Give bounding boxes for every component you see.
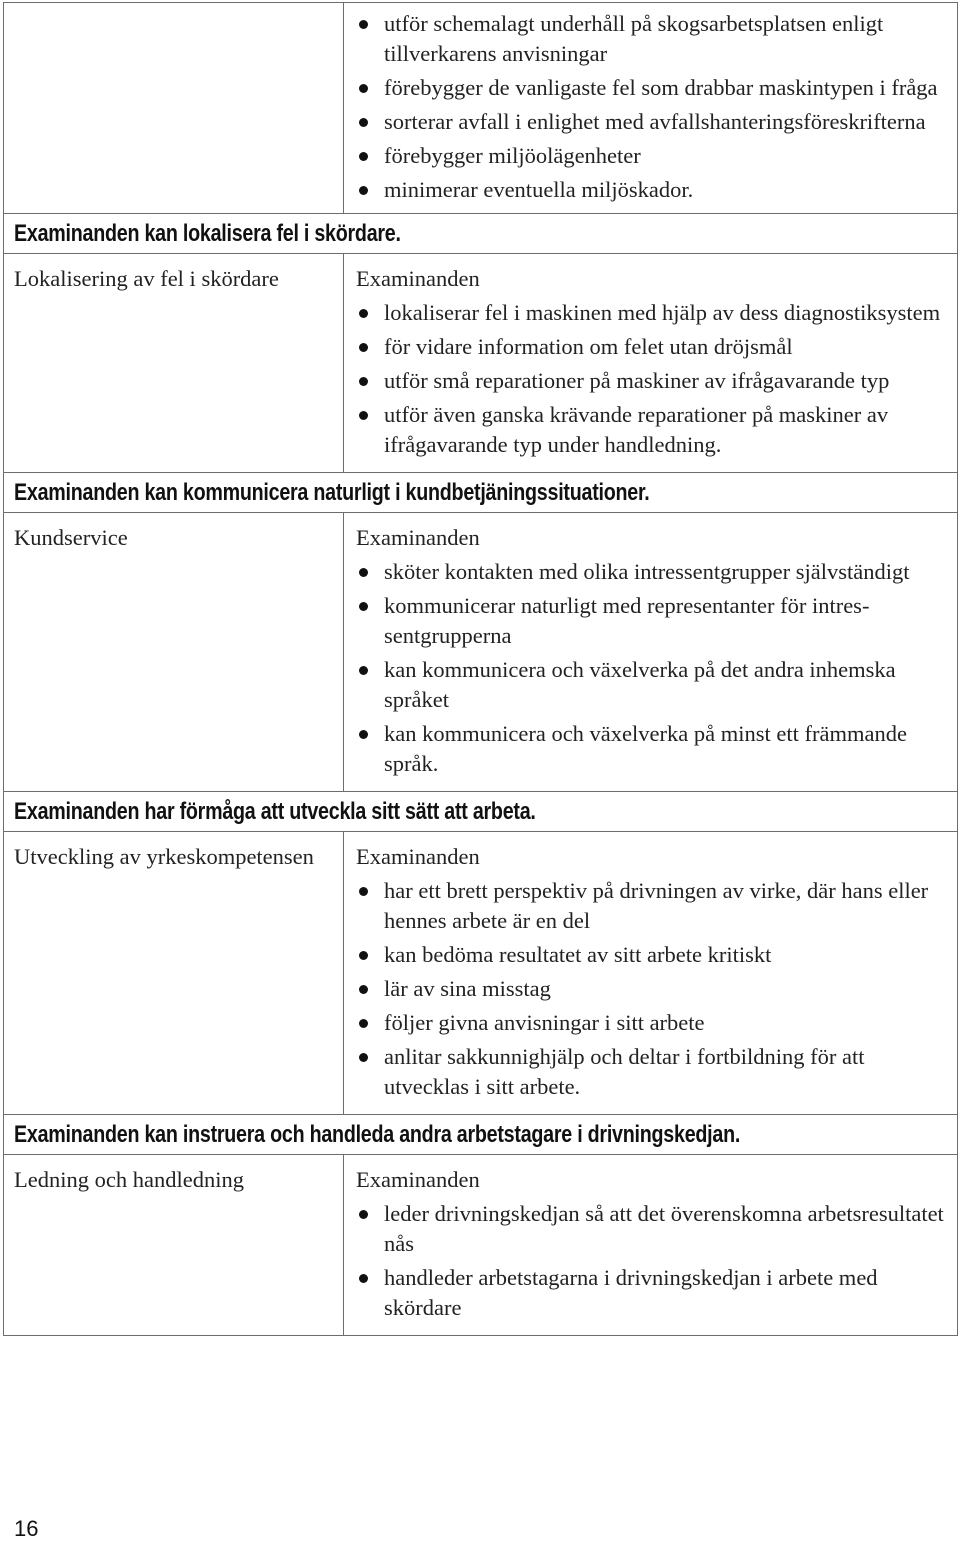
bullet-icon bbox=[359, 666, 368, 675]
item-text: lär av sina misstag bbox=[384, 976, 551, 1001]
table-row bbox=[4, 1155, 958, 1336]
item-text: leder drivningskedjan så att det överenskomna arbetsresultatet nås bbox=[384, 1201, 944, 1256]
bullet-list bbox=[356, 1199, 947, 1323]
item-text: utför små reparationer på maskiner av ifrågavarande typ bbox=[384, 368, 890, 393]
list-item bbox=[356, 332, 947, 362]
list-item bbox=[356, 1263, 947, 1323]
list-item bbox=[356, 876, 947, 936]
bullet-icon bbox=[359, 118, 368, 127]
bullet-icon bbox=[359, 20, 368, 29]
heading-text: Examinanden kan kommunicera naturligt i kundbetjäningssituationer. bbox=[14, 479, 650, 506]
intro-text: Examinanden bbox=[356, 1167, 480, 1192]
bullet-icon bbox=[359, 152, 368, 161]
item-text: handleder arbetstagarna i drivningskedjan i arbete med skördare bbox=[384, 1265, 878, 1320]
criterion-label: Ledning och handledning bbox=[4, 1155, 344, 1336]
item-text: följer givna anvisningar i sitt arbete bbox=[384, 1010, 705, 1035]
intro-text: Examinanden bbox=[356, 525, 480, 550]
section-heading-row bbox=[4, 214, 958, 254]
list-item bbox=[356, 974, 947, 1004]
section-heading bbox=[4, 792, 958, 832]
section-heading-row bbox=[4, 792, 958, 832]
criterion-label: Utveckling av yrkeskompetensen bbox=[4, 832, 344, 1115]
bullet-icon bbox=[359, 377, 368, 386]
bullet-icon bbox=[359, 1274, 368, 1283]
item-text: lokaliserar fel i maskinen med hjälp av dess diagnostiksystem bbox=[384, 300, 941, 325]
item-text: kan bedöma resultatet av sitt arbete kritiskt bbox=[384, 942, 772, 967]
bullet-icon bbox=[359, 84, 368, 93]
table-row bbox=[4, 513, 958, 792]
item-text: förebygger de vanligaste fel som drabbar maskintypen i fråga bbox=[384, 75, 938, 100]
list-item bbox=[356, 141, 947, 171]
item-text: utför även ganska krävande reparationer på maskiner av ifrågavarande typ under handledning. bbox=[384, 402, 889, 457]
content-cell bbox=[344, 1155, 958, 1336]
bullet-icon bbox=[359, 186, 368, 195]
item-text: har ett brett perspektiv på drivningen av virke, där hans eller hennes arbete är en del bbox=[384, 878, 929, 933]
section-heading bbox=[4, 214, 958, 254]
heading-text: Examinanden har förmåga att utveckla sitt sätt att arbeta. bbox=[14, 798, 536, 825]
item-text: sköter kontakten med olika intressentgrupper självständigt bbox=[384, 559, 910, 584]
criteria-table bbox=[3, 2, 958, 1336]
content-cell bbox=[344, 513, 958, 792]
list-item bbox=[356, 940, 947, 970]
criterion-label: Lokalisering av fel i skördare bbox=[4, 254, 344, 473]
bullet-icon bbox=[359, 602, 368, 611]
bullet-icon bbox=[359, 951, 368, 960]
list-item bbox=[356, 557, 947, 587]
list-item bbox=[356, 400, 947, 460]
list-item bbox=[356, 9, 947, 69]
item-text: utför schemalagt underhåll på skogsarbetsplatsen enligt tillverkarens anvisningar bbox=[384, 11, 884, 66]
item-text: anlitar sakkunnighjälp och deltar i fortbildning för att utvecklas i sitt arbete. bbox=[384, 1044, 865, 1099]
list-item bbox=[356, 719, 947, 779]
criterion-label: Kundservice bbox=[4, 513, 344, 792]
table-row bbox=[4, 3, 958, 214]
intro-text: Examinanden bbox=[356, 844, 480, 869]
bullet-list bbox=[356, 876, 947, 1102]
bullet-icon bbox=[359, 730, 368, 739]
item-text: kommunicerar naturligt med representanter för intressentgrupperna bbox=[384, 593, 870, 648]
item-text: kan kommunicera och växelverka på minst ett främmande språk. bbox=[384, 721, 907, 776]
bullet-list bbox=[356, 298, 947, 460]
content-cell bbox=[344, 832, 958, 1115]
table-row bbox=[4, 254, 958, 473]
list-item bbox=[356, 1199, 947, 1259]
section-heading-row bbox=[4, 1115, 958, 1155]
bullet-icon bbox=[359, 985, 368, 994]
list-item bbox=[356, 298, 947, 328]
bullet-icon bbox=[359, 1053, 368, 1062]
bullet-list bbox=[356, 557, 947, 779]
section-heading bbox=[4, 473, 958, 513]
list-item bbox=[356, 107, 947, 137]
bullet-icon bbox=[359, 309, 368, 318]
bullet-icon bbox=[359, 343, 368, 352]
item-text: kan kommunicera och växelverka på det andra inhemska språket bbox=[384, 657, 896, 712]
section-heading-row bbox=[4, 473, 958, 513]
list-item bbox=[356, 1008, 947, 1038]
item-text: sorterar avfall i enlighet med avfallshanteringsföreskrifterna bbox=[384, 109, 926, 134]
bullet-icon bbox=[359, 568, 368, 577]
list-item bbox=[356, 1042, 947, 1102]
heading-text: Examinanden kan lokalisera fel i skördare. bbox=[14, 220, 401, 247]
item-text: för vidare information om felet utan dröjsmål bbox=[384, 334, 793, 359]
bullet-icon bbox=[359, 1210, 368, 1219]
list-item bbox=[356, 73, 947, 103]
item-text: minimerar eventuella miljöskador. bbox=[384, 177, 694, 202]
intro-text: Examinanden bbox=[356, 266, 480, 291]
table-row bbox=[4, 832, 958, 1115]
bullet-icon bbox=[359, 887, 368, 896]
page-number: 16 bbox=[14, 1516, 39, 1541]
item-text: förebygger miljöolägenheter bbox=[384, 143, 641, 168]
list-item bbox=[356, 366, 947, 396]
list-item bbox=[356, 175, 947, 205]
bullet-icon bbox=[359, 411, 368, 420]
content-cell bbox=[344, 254, 958, 473]
list-item bbox=[356, 591, 947, 651]
section-heading bbox=[4, 1115, 958, 1155]
empty-label-cell bbox=[4, 3, 344, 214]
bullet-list bbox=[356, 9, 947, 205]
bullet-icon bbox=[359, 1019, 368, 1028]
list-item bbox=[356, 655, 947, 715]
heading-text: Examinanden kan instruera och handleda andra arbetstagare i drivningskedjan. bbox=[14, 1121, 741, 1148]
content-cell bbox=[344, 3, 958, 214]
